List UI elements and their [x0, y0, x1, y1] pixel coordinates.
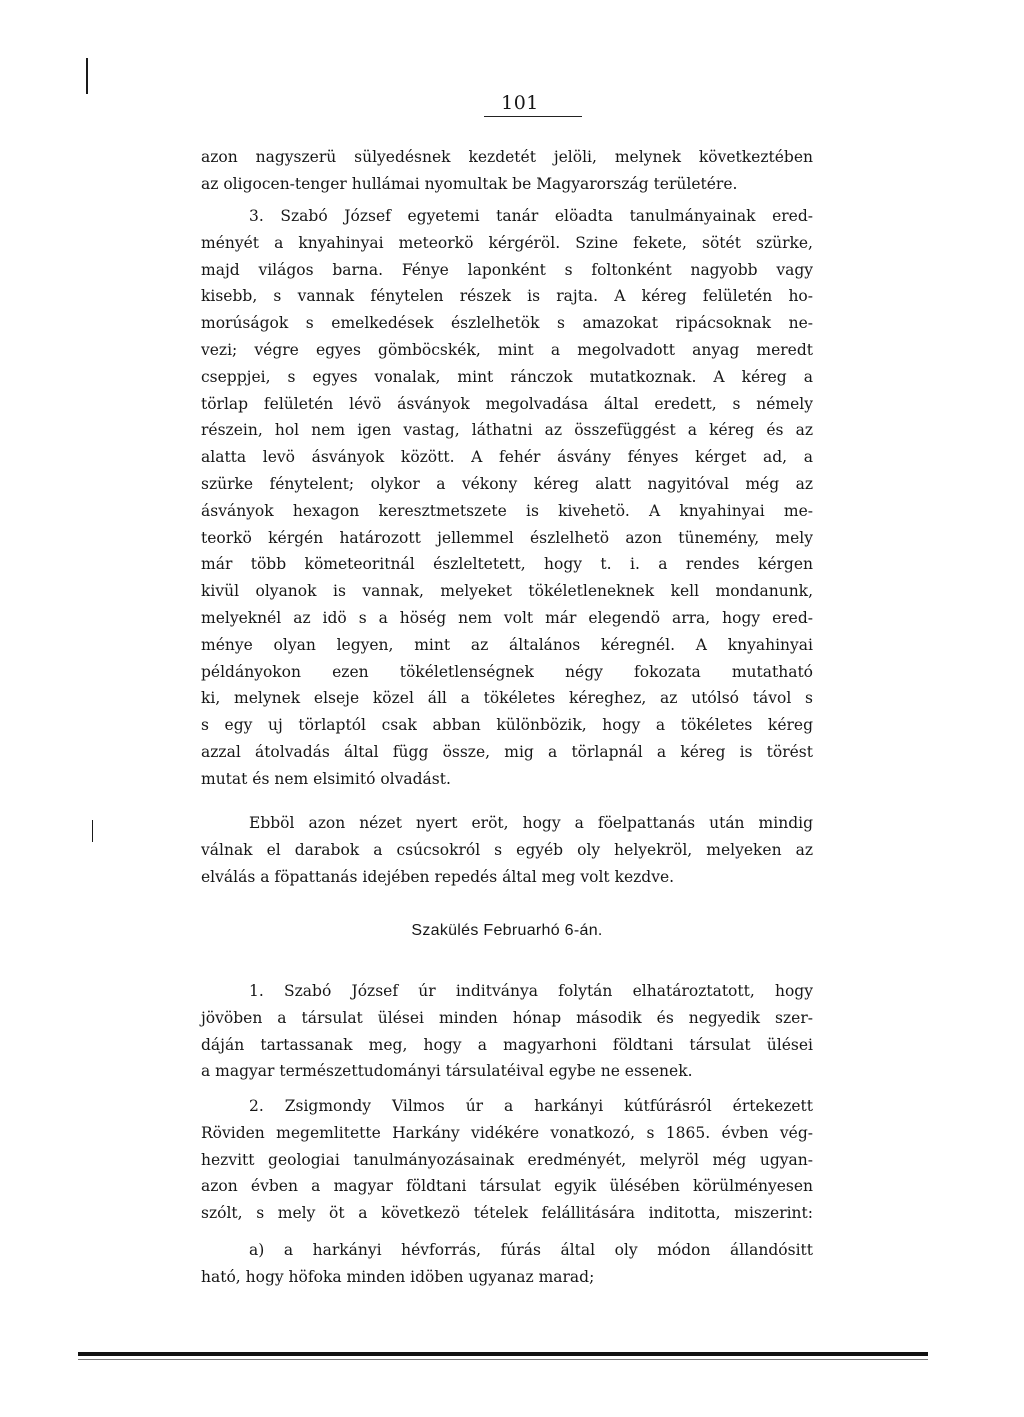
- text-line: ménye olyan legyen, mint az általános kéregnél. A knyahinyai: [201, 635, 813, 654]
- paragraph-item-3: [201, 203, 813, 793]
- text-line: már több kömeteoritnál észleltetett, hogy t. i. a rendes kérgen: [201, 555, 813, 574]
- text-line: ásványok hexagon keresztmetszete is kivehetö. A knyahinyai me-: [201, 501, 813, 520]
- paragraph-continuation: [201, 144, 813, 198]
- text-line: azzal átolvadás által függ össze, mig a törlapnál a kéreg is törést: [201, 742, 813, 761]
- text-line: mutat és nem elsimitó olvadást.: [201, 769, 451, 788]
- text-line: ményét a knyahinyai meteorkö kérgéröl. Szine fekete, sötét szürke,: [201, 233, 813, 252]
- text-line: törlap felületén lévö ásványok megolvadása által eredett, s némely: [201, 394, 813, 413]
- section-heading: Szakülés Februarhó 6-án.: [411, 922, 603, 939]
- text-line: azon nagyszerü sülyedésnek kezdetét jelöli, melynek következtében: [201, 148, 813, 166]
- text-line: az oligocen-tenger hullámai nyomultak be Magyarország területére.: [201, 174, 738, 193]
- paragraph-conclusion: [201, 810, 813, 890]
- page-number: 101: [501, 92, 539, 114]
- text-line: s egy uj törlaptól csak abban különbözik, hogy a tökéletes kéreg: [201, 716, 813, 735]
- text-line: melyeknél az idö s a höség nem volt már elegendö arra, hogy ered-: [201, 608, 813, 627]
- text-line: kisebb, s vannak fénytelen részek is rajta. A kéreg felületén ho-: [201, 287, 813, 306]
- margin-mark: [92, 820, 93, 842]
- text-line: alatta levö ásványok között. A fehér ásvány fényes kérget ad, a: [201, 448, 813, 467]
- bottom-rule: [78, 1352, 928, 1356]
- text-line: dáján tartassanak meg, hogy a magyarhoni földtani társulat ülései: [201, 1035, 813, 1054]
- text-line: teorkö kérgén határozott jellemmel észlelhetö azon tünemény, mely: [201, 528, 813, 547]
- text-line: vezi; végre egyes gömböcskék, mint a megolvadott anyag meredt: [201, 340, 813, 359]
- text-line: azon évben a magyar földtani társulat egyik ülésében körülményesen: [201, 1177, 813, 1196]
- text-line: Ebböl azon nézet nyert eröt, hogy a föelpattanás után mindig: [249, 814, 813, 832]
- text-line: ki, melynek elseje közel áll a tökéletes kéreghez, az utólsó távol s: [201, 689, 813, 708]
- text-line: cseppjei, s egyes vonalak, mint ránczok mutatkoznak. A kéreg a: [201, 367, 813, 386]
- text-line: a) a harkányi hévforrás, fúrás által oly módon állandósitt: [249, 1241, 813, 1259]
- text-line: példányokon ezen tökéletlenségnek négy fokozata mutatható: [201, 662, 813, 681]
- text-line: szólt, s mely öt a következö tételek felállitására inditotta, miszerint:: [201, 1204, 813, 1223]
- text-line: elválás a föpattanás idejében repedés által meg volt kezdve.: [201, 867, 675, 886]
- text-line: hezvitt geologiai tanulmányozásainak eredményét, melyröl még ugyan-: [201, 1150, 813, 1169]
- text-line: ható, hogy höfoka minden idöben ugyanaz marad;: [201, 1267, 595, 1286]
- text-line: válnak el darabok a csúcsokról s egyéb oly helyekröl, melyeken az: [201, 840, 813, 859]
- text-line: 3. Szabó József egyetemi tanár elöadta tanulmányainak ered-: [249, 207, 813, 225]
- text-line: 2. Zsigmondy Vilmos úr a harkányi kútfúrásról értekezett: [249, 1097, 813, 1115]
- page-number-rule: [484, 116, 582, 117]
- text-line: morúságok s emelkedések észlelhetök s amazokat ripácsoknak ne-: [201, 314, 813, 333]
- text-line: 1. Szabó József úr inditványa folytán elhatároztatott, hogy: [249, 982, 813, 1000]
- text-line: a magyar természettudományi társulatéival egybe ne essenek.: [201, 1062, 693, 1081]
- bottom-rule-thin: [78, 1359, 928, 1360]
- margin-mark: [86, 58, 88, 94]
- paragraph-item-a: [201, 1237, 813, 1291]
- text-line: jövöben a társulat ülései minden hónap második és negyedik szer-: [201, 1008, 813, 1027]
- text-line: szürke fénytelent; olykor a vékony kéreg alatt nagyitóval még az: [201, 474, 813, 493]
- text-line: Röviden megemlitette Harkány vidékére vonatkozó, s 1865. évben vég-: [201, 1123, 813, 1142]
- text-line: kivül olyanok is vannak, melyeket tökéletleneknek kell mondanunk,: [201, 582, 813, 601]
- paragraph-item-1: [201, 978, 813, 1085]
- text-line: majd világos barna. Fénye laponként s foltonként nagyobb vagy: [201, 260, 813, 279]
- text-line: részein, hol nem igen vastag, láthatni az összefüggést a kéreg és az: [201, 421, 813, 440]
- paragraph-item-2: [201, 1093, 813, 1227]
